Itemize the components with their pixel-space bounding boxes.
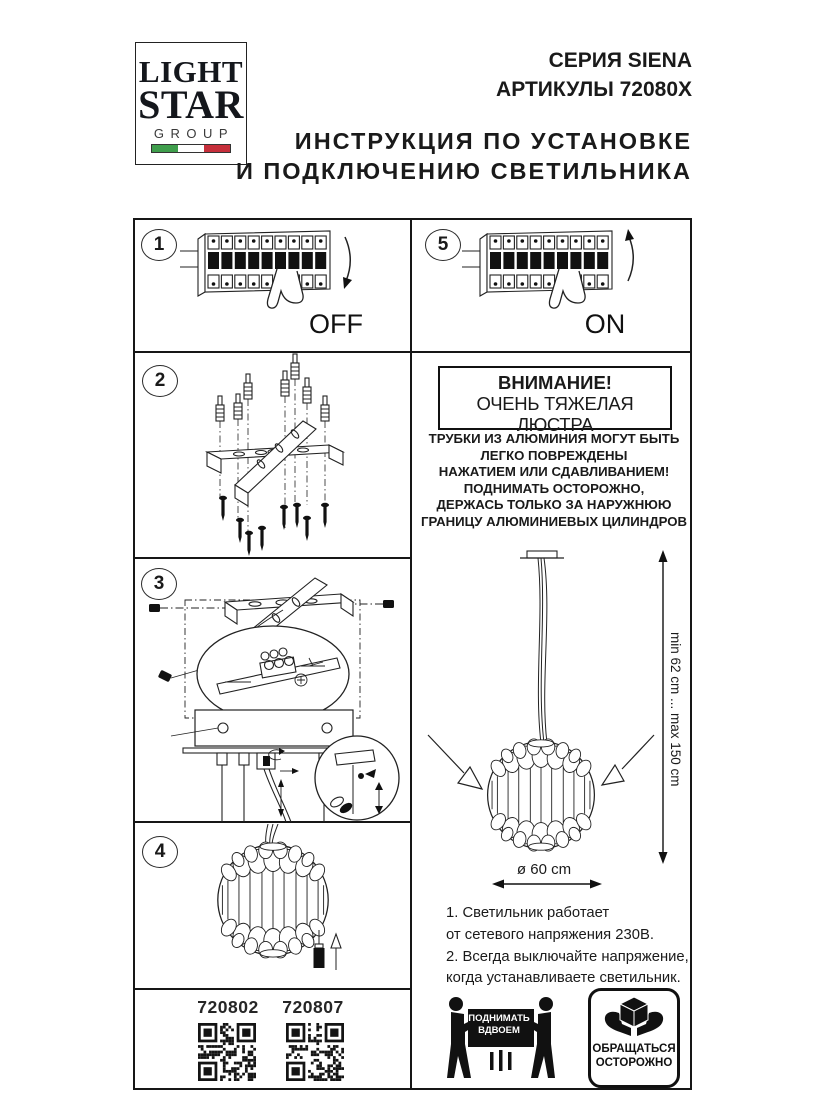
- warning-box: [438, 366, 672, 435]
- step1-badge: 1: [141, 229, 177, 261]
- series-title: СЕРИЯ SIENA: [548, 49, 692, 72]
- warning-heading: ВНИМАНИЕ!: [498, 372, 612, 393]
- doc-title-line2: И ПОДКЛЮЧЕНИЮ СВЕТИЛЬНИКА: [235, 158, 692, 184]
- step2-badge: 2: [142, 365, 178, 397]
- screw-icon: [219, 496, 329, 556]
- warning-line: ДЕРЖАСЬ ТОЛЬКО ЗА НАРУЖНЮЮ: [436, 497, 672, 513]
- note-line: когда устанавливаете светильник.: [446, 970, 681, 987]
- turn-up-arrow-icon: [628, 237, 633, 281]
- anchor-icon: [216, 354, 329, 421]
- warning-line: НАЖАТИЕМ ИЛИ СДАВЛИВАНИЕМ!: [438, 464, 670, 480]
- warning-subheading: ОЧЕНЬ ТЯЖЕЛАЯ ЛЮСТРА: [476, 393, 634, 435]
- lightstar-logo: [135, 42, 247, 165]
- breaker-modules: [208, 236, 326, 288]
- height-dimension-label: min 62 cm ... max 150 cm: [668, 632, 683, 787]
- usage-notes: [446, 903, 689, 990]
- note-line: 2. Всегда выключайте напряжение,: [446, 948, 689, 965]
- series-and-articles: [496, 46, 692, 104]
- handle-with-care-sign: [588, 988, 680, 1088]
- step5-badge: 5: [425, 229, 461, 261]
- diameter-label: ø 60 cm: [516, 861, 572, 878]
- handle-line2: ОСТОРОЖНО: [595, 1057, 673, 1069]
- handle-line1: ОБРАЩАТЬСЯ: [592, 1043, 676, 1055]
- product-code-720802: 720802: [197, 997, 259, 1017]
- lift-with-two-people-icon: [438, 996, 564, 1080]
- diameter-dimension-arrow: [492, 877, 602, 891]
- note-line: 1. Светильник работает: [446, 905, 610, 921]
- warning-line: ТРУБКИ ИЗ АЛЮМИНИЯ МОГУТ БЫТЬ: [428, 431, 680, 446]
- articles-title: АРТИКУЛЫ 72080X: [496, 78, 692, 101]
- warning-line: ПОДНИМАТЬ ОСТОРОЖНО,: [463, 480, 645, 496]
- step3-mounting-drawing: [133, 558, 411, 822]
- handling-arrow-icon: [428, 735, 482, 789]
- qr-code-icon: [286, 1023, 344, 1081]
- step4-badge: 4: [142, 836, 178, 868]
- document-title: [236, 126, 692, 186]
- off-label: OFF: [309, 309, 363, 339]
- logo-word-light: LIGHT: [138, 54, 244, 89]
- warning-body: [415, 431, 693, 531]
- logo-word-group: GROUP: [153, 126, 235, 141]
- grid-line-row4: [133, 988, 412, 990]
- qr-code-icon: [198, 1023, 256, 1081]
- doc-title-line1: ИНСТРУКЦИЯ ПО УСТАНОВКЕ: [294, 128, 692, 154]
- note-line: от сетевого напряжения 230В.: [446, 926, 654, 943]
- handling-arrow-icon: [602, 735, 654, 785]
- italian-flag-icon: [151, 144, 231, 153]
- up-arrow-icon: [331, 934, 341, 970]
- flag-white: [178, 145, 204, 152]
- flag-green: [152, 145, 178, 152]
- lift-sign-text: [467, 1013, 531, 1036]
- on-label: ON: [584, 309, 626, 339]
- logo-word-star: STAR: [138, 82, 244, 127]
- step3-badge: 3: [141, 568, 177, 600]
- lift-line1: ПОДНИМАТЬ: [468, 1013, 530, 1024]
- warning-line: ЛЕГКО ПОВРЕЖДЕНЫ: [480, 447, 628, 463]
- turn-down-arrow-icon: [345, 237, 350, 281]
- warning-line: ГРАНИЦУ АЛЮМИНИЕВЫХ ЦИЛИНДРОВ: [421, 513, 687, 529]
- hands-holding-cube-icon: [599, 995, 669, 1041]
- product-code-720807: 720807: [282, 997, 344, 1017]
- lift-line2: ВДВОЕМ: [478, 1024, 520, 1036]
- flag-red: [204, 145, 230, 152]
